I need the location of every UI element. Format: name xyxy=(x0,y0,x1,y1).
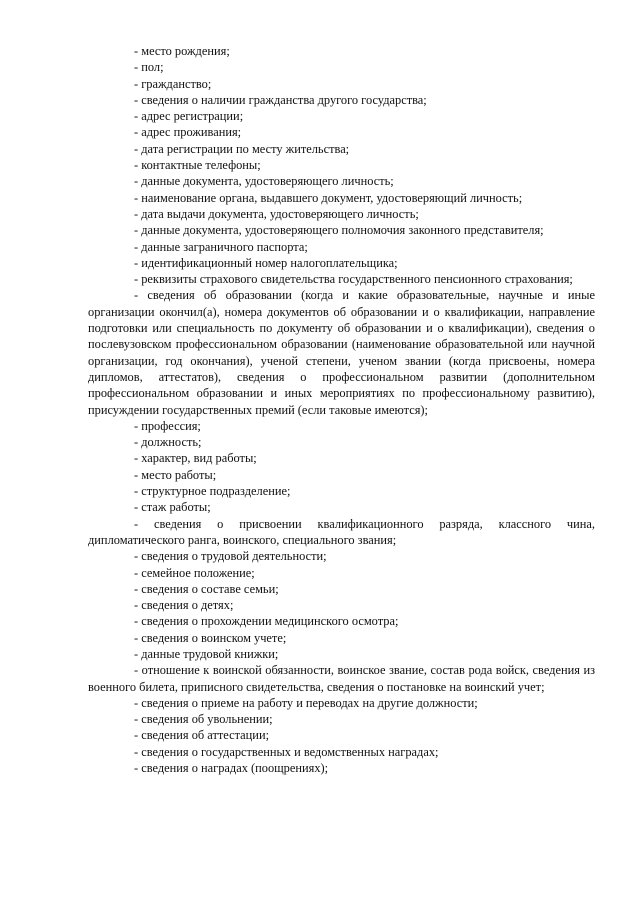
list-item: - сведения о трудовой деятельности; xyxy=(134,549,327,564)
list-item: - структурное подразделение; xyxy=(134,484,291,499)
list-item: - гражданство; xyxy=(134,76,212,91)
list-item: - адрес проживания; xyxy=(134,125,242,140)
list-item: - адрес регистрации; xyxy=(134,109,244,124)
list-item: - данные трудовой книжки; xyxy=(134,646,279,661)
list-item: - дата выдачи документа, удостоверяющего личность; xyxy=(134,206,419,221)
document-body xyxy=(88,43,595,776)
list-item: - сведения об увольнении; xyxy=(134,712,273,727)
list-item: - семейное положение; xyxy=(134,565,255,580)
list-item: - сведения о детях; xyxy=(134,598,234,613)
list-item: - должность; xyxy=(134,435,202,450)
list-item: - сведения о государственных и ведомственных наградах; xyxy=(134,744,439,759)
list-item: - сведения о наградах (поощрениях); xyxy=(134,761,329,776)
list-item: - данные документа, удостоверяющего полномочия законного представителя; xyxy=(134,223,544,238)
list-item: - данные документа, удостоверяющего личность; xyxy=(134,174,394,189)
list-item: - контактные телефоны; xyxy=(134,158,261,173)
list-item: - сведения о составе семьи; xyxy=(134,581,279,596)
list-item: - сведения о присвоении квалификационного разряда, классного чина, дипломатического ранга, воинского, специального звания; xyxy=(88,516,595,547)
list-item: - пол; xyxy=(134,60,164,75)
list-item: - сведения об образовании (когда и какие образовательные, научные и иные организации окончил(а), номера документов об образовании и о квалификации, направление подготовки или специальность по документу об образовании и о квалификации), сведения о послевузовском профессиональном образовании (наименование образовательной или научной организации, год окончания), ученой степени, ученом звании (когда присвоены, номера дипломов, аттестатов), сведения о профессиональном развитии (дополнительном профессиональном образовании и иных мероприятиях по профессиональному развитию), присуждении государственных премий (если таковые имеются); xyxy=(88,288,595,417)
list-item: - отношение к воинской обязанности, воинское звание, состав рода войск, сведения из военного билета, приписного свидетельства, сведения о постановке на воинский учет; xyxy=(88,663,595,694)
list-item: - характер, вид работы; xyxy=(134,451,257,466)
list-item: - дата регистрации по месту жительства; xyxy=(134,141,350,156)
list-item: - сведения о прохождении медицинского осмотра; xyxy=(134,614,399,629)
list-item: - сведения об аттестации; xyxy=(134,728,270,743)
list-item: - стаж работы; xyxy=(134,500,211,515)
list-item: - место работы; xyxy=(134,467,217,482)
list-item: - профессия; xyxy=(134,418,201,433)
list-item: - наименование органа, выдавшего документ, удостоверяющий личность; xyxy=(134,190,523,205)
list-item: - сведения о наличии гражданства другого государства; xyxy=(134,92,427,107)
list-item: - сведения о приеме на работу и переводах на другие должности; xyxy=(134,695,478,710)
list-item: - идентификационный номер налогоплательщика; xyxy=(134,255,398,270)
list-item: - реквизиты страхового свидетельства государственного пенсионного страхования; xyxy=(134,272,573,287)
list-item: - данные заграничного паспорта; xyxy=(134,239,308,254)
list-item: - место рождения; xyxy=(134,44,230,58)
list-item: - сведения о воинском учете; xyxy=(134,630,287,645)
